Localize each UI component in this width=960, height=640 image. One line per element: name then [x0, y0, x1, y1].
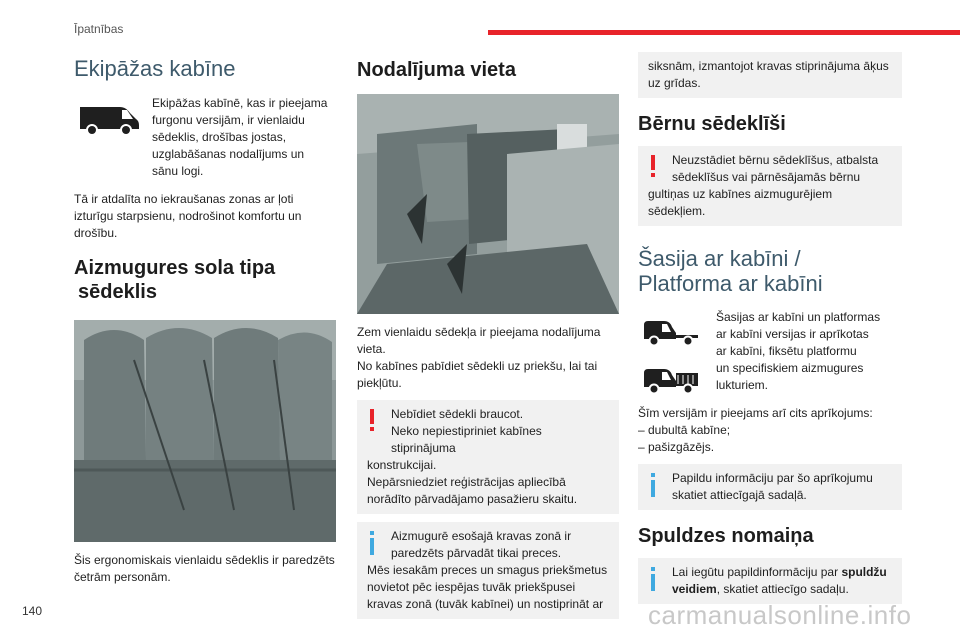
- bulb-types-link-text: spuldžu: [841, 564, 887, 579]
- warning-line: Nepārsniedziet reģistrācijas apliecībā: [367, 475, 566, 489]
- bulb-replacement-heading: Spuldzes nomaiņa: [638, 524, 814, 547]
- compartment-text-line: No kabīnes pabīdiet sēdekli uz priekšu, lai tai: [357, 359, 598, 373]
- chassis-text-line: Šasijas ar kabīni un platformas: [716, 309, 881, 324]
- compartment-text-line: piekļūtu.: [357, 376, 402, 390]
- list-item: – pašizgāzējs.: [638, 439, 715, 454]
- info-line: Papildu informāciju par šo aprīkojumu: [672, 470, 873, 485]
- crew-cab-text-line: sānu logi.: [152, 164, 204, 179]
- child-seats-warning: [638, 146, 902, 226]
- bench-seat-heading: [74, 256, 336, 304]
- list-item: – dubultā kabīne;: [638, 422, 731, 437]
- info-line: novietot pēc iespējas tuvāk priekšpusei: [367, 580, 576, 594]
- chassis-heading-line: Šasija ar kabīni /: [638, 246, 801, 271]
- info-line: Mēs iesakām preces un smagus priekšmetus: [367, 563, 608, 577]
- warning-exclamation-icon: [367, 408, 377, 432]
- platform-cab-truck-icon: [640, 361, 700, 395]
- info-line: siksnām, izmantojot kravas stiprinājuma āķus: [648, 59, 889, 73]
- page-number: 140: [22, 604, 43, 618]
- column-1: [74, 56, 336, 586]
- column-3: [638, 52, 902, 604]
- warning-line: gultiņas uz kabīnes aizmugurējiem sēdekļiem.: [648, 187, 833, 218]
- compartment-heading: Nodalījuma vieta: [357, 59, 516, 81]
- warning-line: sēdeklīšus vai pārnēsājamās bērnu: [672, 170, 861, 184]
- chassis-info-note: [638, 464, 902, 510]
- compartment-text: [357, 324, 619, 392]
- crew-cab-intro: [74, 95, 336, 187]
- bulb-types-link-text: veidiem: [672, 581, 717, 596]
- crew-cab-paragraph: [74, 191, 336, 242]
- bench-seat-photo: [74, 320, 336, 542]
- compartment-text-line: Zem vienlaidu sēdekļa ir pieejama nodalījuma: [357, 325, 601, 339]
- section-title: Īpatnības: [74, 22, 124, 36]
- info-line: paredzēts pārvadāt tikai preces.: [391, 546, 562, 560]
- chassis-heading: [638, 246, 902, 297]
- bench-seat-illustration: [74, 320, 336, 542]
- bench-seat-caption: [74, 552, 336, 586]
- info-line: Aizmugurē esošajā kravas zonā ir: [391, 529, 572, 543]
- bench-heading-line: Aizmugures sola tipa: [74, 257, 276, 280]
- warning-line: Neko nepiestipriniet kabīnes stiprinājuma: [391, 424, 542, 455]
- crew-cab-text-line: furgonu versijām, ir vienlaidu: [152, 113, 305, 128]
- warning-line: norādīto pārvadājamo pasažieru skaitu.: [367, 492, 578, 506]
- crew-cab-text-line: Ekipāžas kabīnē, kas ir pieejama: [152, 96, 328, 111]
- info-note: [357, 522, 619, 619]
- info-line: kravas zonā (tuvāk kabīnei) un nostiprināt ar: [367, 597, 604, 611]
- caption-line: četrām personām.: [74, 570, 171, 585]
- chassis-text-line: lukturiem.: [716, 377, 769, 392]
- warning-note: [357, 400, 619, 514]
- info-text: Lai iegūtu papildinformāciju par: [672, 564, 842, 579]
- compartment-illustration: [357, 94, 619, 314]
- info-line: skatiet attiecīgajā sadaļā.: [672, 487, 807, 502]
- compartment-photo: [357, 94, 619, 314]
- info-line: [648, 581, 892, 598]
- info-text: , skatiet attiecīgo sadaļu.: [716, 581, 849, 596]
- paragraph-line: Šīm versijām ir pieejams arī cits aprīkojums:: [638, 405, 873, 420]
- crew-cab-heading: Ekipāžas kabīne: [74, 56, 236, 81]
- bench-heading-line: sēdeklis: [78, 281, 157, 304]
- chassis-text-line: ar kabīni, fiksētu platformu: [716, 343, 857, 358]
- van-icon: [76, 99, 142, 137]
- warning-line: Neuzstādiet bērnu sēdeklīšus, atbalsta: [672, 153, 879, 167]
- paragraph-line: Tā ir atdalīta no iekraušanas zonas ar ļoti: [74, 192, 294, 207]
- header-accent-bar: [488, 30, 960, 35]
- child-seats-heading: Bērnu sēdeklīši: [638, 113, 786, 135]
- paragraph-line: drošību.: [74, 226, 118, 241]
- chassis-intro: [638, 309, 902, 401]
- chassis-text-line: ar kabīni versijas ir aprīkotas: [716, 326, 869, 341]
- warning-line: Nebīdiet sēdekli braucot.: [391, 407, 524, 421]
- crew-cab-text-line: uzglabāšanas nodalījums un: [152, 147, 305, 162]
- warning-line: konstrukcijai.: [367, 458, 437, 472]
- info-icon: [648, 566, 658, 592]
- crew-cab-text-line: sēdeklis, drošības jostas,: [152, 130, 287, 145]
- info-icon: [648, 472, 658, 498]
- chassis-cab-truck-icon: [640, 313, 700, 347]
- compartment-text-line: vieta.: [357, 342, 386, 356]
- warning-exclamation-icon: [648, 154, 658, 178]
- watermark: carmanualsonline.info: [648, 600, 912, 630]
- chassis-text-line: un specifiskiem aizmugures: [716, 360, 864, 375]
- info-line: [648, 564, 892, 581]
- chassis-heading-line: Platforma ar kabīni: [638, 271, 823, 297]
- info-icon: [367, 530, 377, 556]
- column-2: [357, 58, 619, 619]
- caption-line: Šis ergonomiskais vienlaidu sēdeklis ir paredzēts: [74, 553, 335, 568]
- bulbs-info-note: [638, 558, 902, 604]
- paragraph-line: izturīgu starpsienu, nodrošinot komfortu un: [74, 209, 302, 224]
- info-line: uz grīdas.: [648, 76, 701, 90]
- chassis-paragraph: [638, 405, 902, 456]
- info-note-continued: [638, 52, 902, 98]
